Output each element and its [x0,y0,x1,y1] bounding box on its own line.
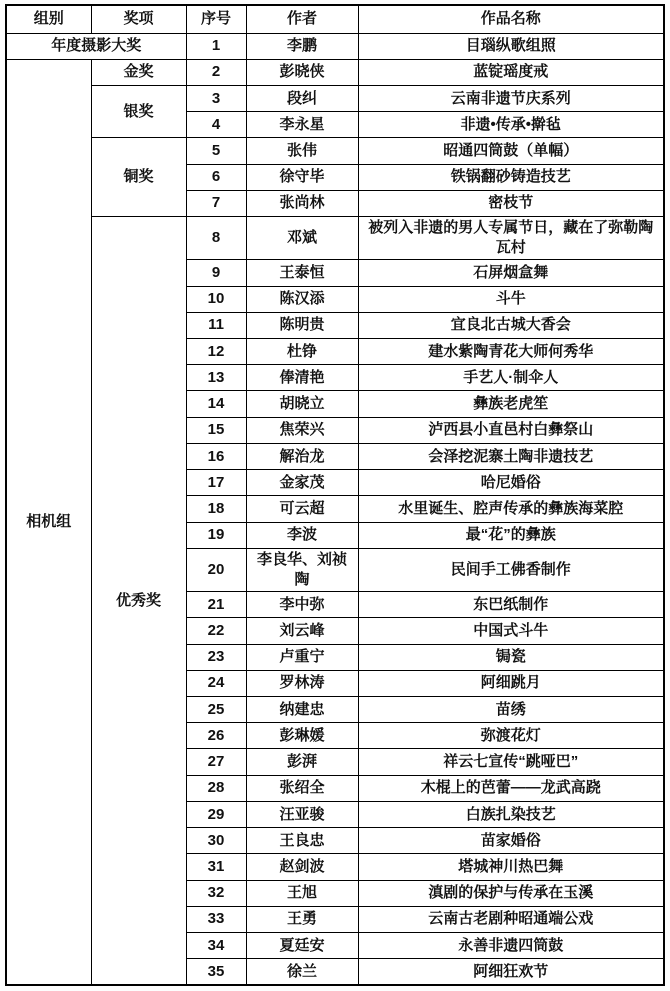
author-cell: 赵剑波 [246,854,358,880]
author-cell: 李永星 [246,112,358,138]
work-title-cell: 民间手工佛香制作 [358,548,664,591]
work-title-cell: 永善非遗四筒鼓 [358,933,664,959]
author-cell: 胡晓立 [246,391,358,417]
award-cell: 金奖 [91,59,186,85]
author-cell: 汪亚骏 [246,801,358,827]
work-title-cell: 泸西县小直邑村白彝祭山 [358,417,664,443]
author-cell: 张尚林 [246,190,358,216]
work-title-cell: 最“花”的彝族 [358,522,664,548]
work-title-cell: 铁锅翻砂铸造技艺 [358,164,664,190]
index-cell: 21 [186,592,246,618]
work-title-cell: 彝族老虎笙 [358,391,664,417]
award-cell: 铜奖 [91,138,186,217]
index-cell: 15 [186,417,246,443]
author-cell: 张伟 [246,138,358,164]
award-cell: 优秀奖 [91,217,186,985]
index-cell: 1 [186,33,246,59]
header-cell-award: 奖项 [91,5,186,33]
author-cell: 夏廷安 [246,933,358,959]
author-cell: 彭晓侠 [246,59,358,85]
work-title-cell: 非遗•传承•擀毡 [358,112,664,138]
author-cell: 纳建忠 [246,697,358,723]
author-cell: 李良华、刘祯陶 [246,548,358,591]
index-cell: 20 [186,548,246,591]
index-cell: 24 [186,670,246,696]
author-cell: 焦荣兴 [246,417,358,443]
work-title-cell: 塔城神川热巴舞 [358,854,664,880]
author-cell: 罗林涛 [246,670,358,696]
index-cell: 29 [186,801,246,827]
work-title-cell: 会泽挖泥寨土陶非遗技艺 [358,443,664,469]
index-cell: 28 [186,775,246,801]
index-cell: 25 [186,697,246,723]
index-cell: 19 [186,522,246,548]
author-cell: 解治龙 [246,443,358,469]
author-cell: 徐兰 [246,959,358,985]
work-title-cell: 云南古老剧种昭通端公戏 [358,906,664,932]
group-cell: 相机组 [6,59,91,985]
author-cell: 李鹏 [246,33,358,59]
work-title-cell: 手艺人·制伞人 [358,365,664,391]
work-title-cell: 阿细狂欢节 [358,959,664,985]
author-cell: 刘云峰 [246,618,358,644]
index-cell: 31 [186,854,246,880]
index-cell: 26 [186,723,246,749]
author-cell: 李波 [246,522,358,548]
index-cell: 18 [186,496,246,522]
work-title-cell: 弥渡花灯 [358,723,664,749]
index-cell: 32 [186,880,246,906]
author-cell: 彭琳媛 [246,723,358,749]
index-cell: 22 [186,618,246,644]
table-row [6,85,664,111]
author-cell: 徐守毕 [246,164,358,190]
table-row [6,59,664,85]
author-cell: 王良忠 [246,828,358,854]
work-title-cell: 阿细跳月 [358,670,664,696]
index-cell: 23 [186,644,246,670]
work-title-cell: 石屏烟盒舞 [358,260,664,286]
index-cell: 12 [186,339,246,365]
table-header-row [6,5,664,33]
work-title-cell: 木棍上的芭蕾——龙武高跷 [358,775,664,801]
index-cell: 30 [186,828,246,854]
awards-results-table [5,4,665,986]
author-cell: 王旭 [246,880,358,906]
work-title-cell: 斗牛 [358,286,664,312]
author-cell: 彭湃 [246,749,358,775]
work-title-cell: 昭通四筒鼓（单幅） [358,138,664,164]
author-cell: 陈汉添 [246,286,358,312]
work-title-cell: 宜良北古城大香会 [358,312,664,338]
header-cell-group: 组别 [6,5,91,33]
header-cell-author: 作者 [246,5,358,33]
index-cell: 9 [186,260,246,286]
work-title-cell: 滇剧的保护与传承在玉溪 [358,880,664,906]
author-cell: 张绍全 [246,775,358,801]
index-cell: 10 [186,286,246,312]
index-cell: 6 [186,164,246,190]
work-title-cell: 建水紫陶青花大师何秀华 [358,339,664,365]
index-cell: 4 [186,112,246,138]
work-title-cell: 哈尼婚俗 [358,470,664,496]
index-cell: 27 [186,749,246,775]
work-title-cell: 东巴纸制作 [358,592,664,618]
work-title-cell: 云南非遗节庆系列 [358,85,664,111]
work-title-cell: 水里诞生、腔声传承的彝族海菜腔 [358,496,664,522]
work-title-cell: 被列入非遗的男人专属节日，藏在了弥勒陶瓦村 [358,217,664,260]
work-title-cell: 苗家婚俗 [358,828,664,854]
group-cell: 年度摄影大奖 [6,33,186,59]
work-title-cell: 中国式斗牛 [358,618,664,644]
author-cell: 金家茂 [246,470,358,496]
table-body [6,33,664,985]
index-cell: 3 [186,85,246,111]
award-cell: 银奖 [91,85,186,137]
index-cell: 16 [186,443,246,469]
index-cell: 5 [186,138,246,164]
index-cell: 11 [186,312,246,338]
index-cell: 13 [186,365,246,391]
author-cell: 王泰恒 [246,260,358,286]
index-cell: 8 [186,217,246,260]
work-title-cell: 锔瓷 [358,644,664,670]
author-cell: 邓斌 [246,217,358,260]
table-row [6,138,664,164]
author-cell: 俸清艳 [246,365,358,391]
table-row [6,33,664,59]
work-title-cell: 白族扎染技艺 [358,801,664,827]
work-title-cell: 蓝锭瑶度戒 [358,59,664,85]
work-title-cell: 密枝节 [358,190,664,216]
index-cell: 35 [186,959,246,985]
index-cell: 34 [186,933,246,959]
index-cell: 2 [186,59,246,85]
work-title-cell: 苗绣 [358,697,664,723]
header-cell-work-title: 作品名称 [358,5,664,33]
author-cell: 可云超 [246,496,358,522]
author-cell: 卢重宁 [246,644,358,670]
work-title-cell: 目瑙纵歌组照 [358,33,664,59]
index-cell: 17 [186,470,246,496]
author-cell: 杜铮 [246,339,358,365]
author-cell: 陈明贵 [246,312,358,338]
table-row [6,217,664,260]
author-cell: 李中弥 [246,592,358,618]
work-title-cell: 祥云七宣传“跳哑巴” [358,749,664,775]
header-cell-index: 序号 [186,5,246,33]
author-cell: 段纠 [246,85,358,111]
index-cell: 7 [186,190,246,216]
author-cell: 王勇 [246,906,358,932]
index-cell: 14 [186,391,246,417]
index-cell: 33 [186,906,246,932]
